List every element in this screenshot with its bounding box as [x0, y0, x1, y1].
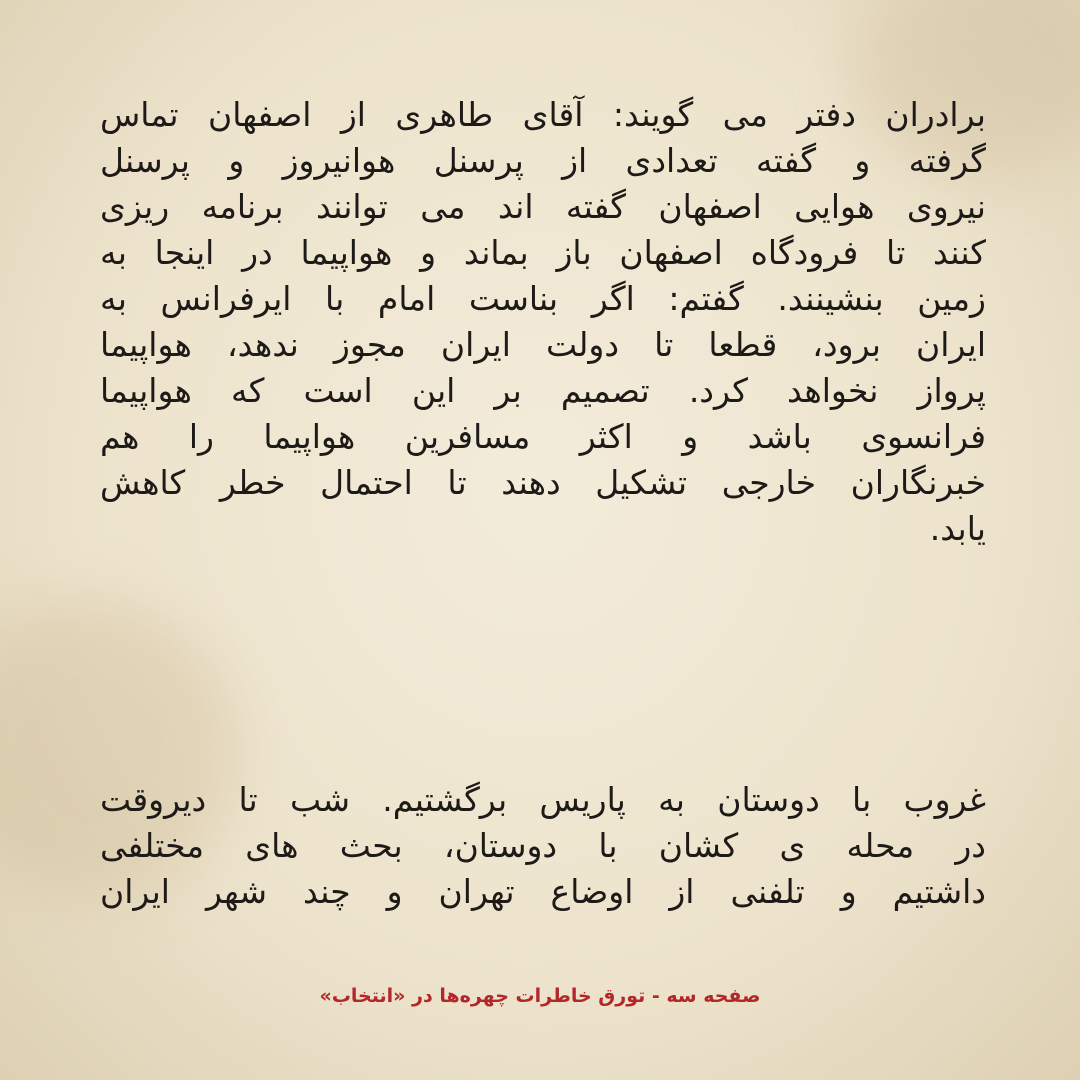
text-line: نیروی هوایی اصفهان گفته اند می توانند برنامه ریزی: [100, 187, 986, 226]
paragraph-2: [100, 777, 986, 915]
text-line: کنند تا فرودگاه اصفهان باز بماند و هواپیما در اینجا به: [100, 233, 986, 272]
text-line: برادران دفتر می گویند: آقای طاهری از اصفهان تماس: [100, 95, 986, 134]
paragraph-1: [100, 92, 986, 552]
footer-caption: صفحه سه - تورق خاطرات چهره‌ها در «انتخاب»: [319, 985, 761, 1007]
text-line: غروب با دوستان به پاریس برگشتیم. شب تا دیروقت: [100, 780, 986, 819]
text-line: ایران برود، قطعا تا دولت ایران مجوز ندهد، هواپیما: [100, 325, 986, 364]
text-line: در محله ی کشان با دوستان، بحث های مختلفی: [100, 826, 986, 865]
text-line: زمین بنشینند. گفتم: اگر بناست امام با ایرفرانس به: [100, 279, 986, 318]
text-line: گرفته و گفته تعدادی از پرسنل هوانیروز و پرسنل: [100, 141, 986, 180]
text-line: داشتیم و تلفنی از اوضاع تهران و چند شهر ایران: [100, 872, 986, 911]
text-line: یابد.: [929, 509, 986, 548]
text-line: فرانسوی باشد و اکثر مسافرین هواپیما را هم: [100, 417, 986, 456]
text-line: پرواز نخواهد کرد. تصمیم بر این است که هواپیما: [100, 371, 986, 410]
text-line: خبرنگاران خارجی تشکیل دهند تا احتمال خطر کاهش: [100, 463, 986, 502]
